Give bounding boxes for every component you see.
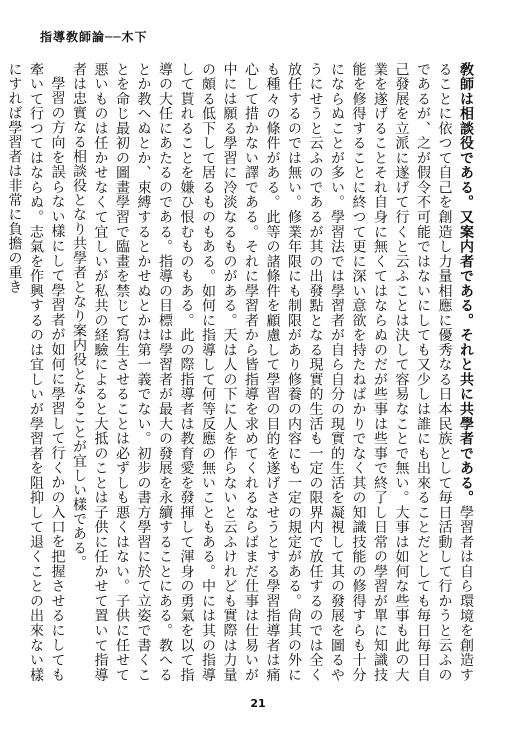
paragraph-text: 學習者は自ら環境を創造することに依つて自己を創造し力量相應に優秀なる日本民族として毎日活動して行かうと云ふのであるが、之が假令不可能ではないにしても又少しは誰にも出來ることだとしても毎日毎日自己發展を立派に遂げて行くと云ふことは決して容易なことで無い。大事は如何な些事も此の大業を遂げることそれ自身に無くてはならぬのだが些事は些事で終了し日常の學習が單に知識技能を修得することに終つて更に深い意欲を持たねばかりでなく其の知識技能の修得すらも十分にならぬことが多い。學習法では學習者が自ら自分の現實的生活を凝視して其の發展を圖るやうにせうと云ふのであるが其の出發點となる現實的生活も一定の限界内で放任するのでは全く放任するのでは無い。修業年限にも制限があり修養の内容にも一定の規定がある。尙其の外にも種々の條件がある。此等の諸條件を顧慮して學習の目的を遂げさせうとする學習指導者は痛心して措かない譯である。それに學習者から皆指導を求めてくれるならばまだ仕事は仕易いが中には願る學習に冷淡なるものがある。天は人の下に人を作らないと云ふけれども實際は力量の頗る低下して居るものもある。如何に指導して何等反應の無いこともある。中には其の指導して貰れることを嫌ひ恨むものもある。此の際指導者は教育愛を發揮して渾身の勇氣を以て指導の大任にあたるのである。指導の目標は學習者が最大の發展を永續することにある。教へるとか教へぬとか、束縛するとかせぬとかは第一義でない。初步の書方學習に於て立姿で書くことを命じ最初の圖畫學習で臨畫を禁じて寫生させることは必ずしも悪くはない。子供に任せて悪いものは任かせなくて宜しいが私共の経驗によると大抵のことは子供に任かせて置いて指導者は忠實なる相談役となり共學者となり案内役となることが宜しい樣である。 [71, 62, 474, 683]
emphasized-text: 敎師は相談役である。又案内者である。それと共に共學者である。 [458, 62, 474, 506]
running-head: 指導敎師論──木下 [40, 30, 148, 44]
paragraph [3, 62, 68, 682]
paragraph-text: 學習の方向を誤らない樣にして學習者が如何に學習して行くかの入口を把握させるにしても牽いて行つてはならぬ。志氣を作興するのは宜しいが學習者を阻抑して退くことの出來ない樣にすれば學習者は非常に負擔の重き [6, 62, 66, 682]
body-text [6, 62, 476, 683]
paragraph [68, 62, 477, 682]
page-number: 21 [250, 697, 266, 710]
